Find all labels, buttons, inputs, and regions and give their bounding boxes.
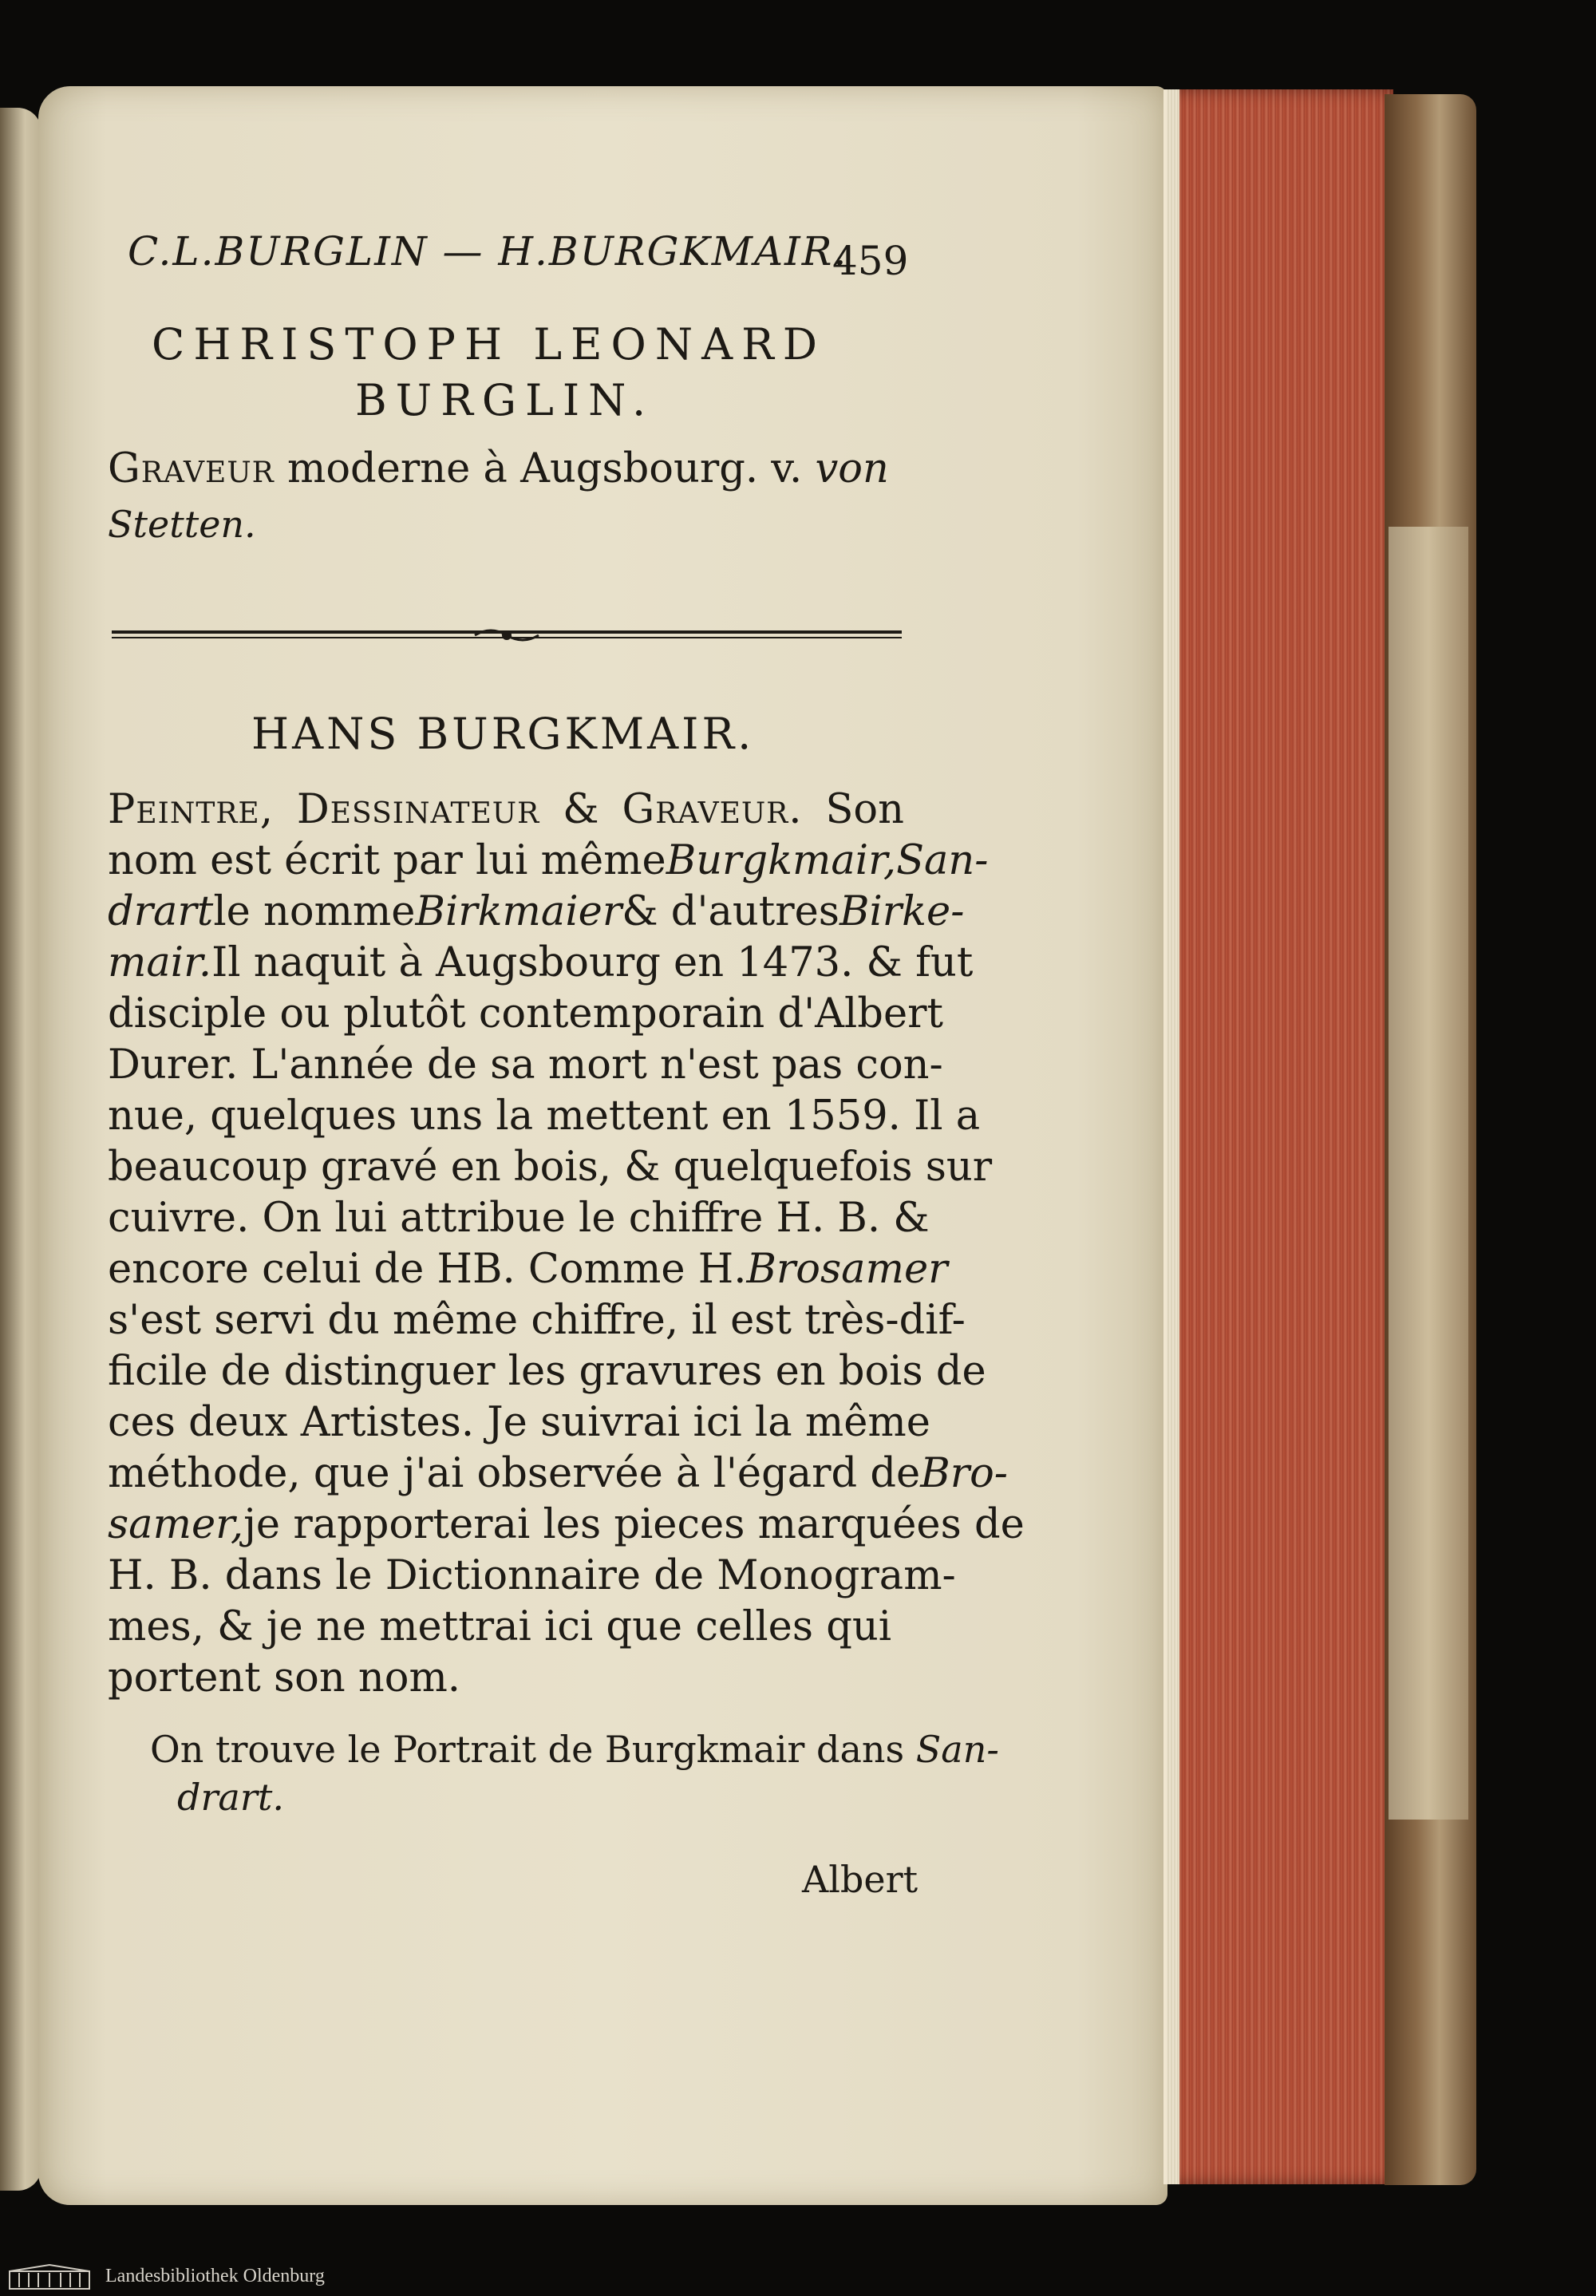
entry-title-line-2: BURGLIN. <box>355 375 655 425</box>
word: Peintre, <box>108 786 274 833</box>
text-segment: méthode, que j'ai observée à l'égard de <box>108 1450 921 1497</box>
text-line <box>108 939 974 986</box>
word: Dessinateur <box>296 786 540 833</box>
italic-segment: San- <box>896 837 989 884</box>
italic-segment: Brosamer <box>746 1246 948 1293</box>
note-text: On trouve le Portrait de Burgkmair dans <box>150 1728 916 1771</box>
library-building-icon <box>8 2263 91 2290</box>
text-line: ces deux Artistes. Je suivrai ici la même <box>108 1399 930 1446</box>
italic-segment: mair. <box>108 939 212 986</box>
entry1-text-line-1 <box>108 445 889 492</box>
text-line: s'est servi du même chiffre, il est très-dif- <box>108 1297 966 1344</box>
italic-segment: Birke- <box>839 888 965 935</box>
text-line: H. B. dans le Dictionnaire de Monogram- <box>108 1552 956 1599</box>
note-italic: San- <box>915 1728 999 1771</box>
page-edge-strip <box>1167 89 1179 2184</box>
text-segment: & d'autres <box>622 888 839 935</box>
italic-segment: samer, <box>108 1501 244 1548</box>
text-line: beaucoup gravé en bois, & quelquefois sur <box>108 1144 993 1191</box>
text-line <box>108 837 989 884</box>
catchword: Albert <box>802 1858 918 1901</box>
text-line: mes, & je ne mettrai ici que celles qui <box>108 1603 892 1650</box>
text-line <box>108 888 965 935</box>
page-number: 459 <box>832 238 909 284</box>
entry1-line1-italic: von <box>815 445 889 492</box>
text-line <box>108 786 904 833</box>
text-line: cuivre. On lui attribue le chiffre H. B. & <box>108 1195 930 1242</box>
text-line: nue, quelques uns la mettent en 1559. Il a <box>108 1093 981 1140</box>
text-line <box>108 1246 948 1293</box>
text-line <box>108 1450 1009 1497</box>
facing-page-edge <box>0 108 41 2191</box>
text-line: ficile de distinguer les gravures en bois de <box>108 1348 986 1395</box>
note-line-2: drart. <box>177 1776 284 1819</box>
text-segment: je rapporterai les pieces marquées de <box>243 1501 1025 1548</box>
word: Son <box>825 786 904 833</box>
text-line: Durer. L'année de sa mort n'est pas con- <box>108 1041 943 1089</box>
text-segment: nom est écrit par lui même <box>108 837 666 884</box>
italic-segment: Birkmaier <box>415 888 622 935</box>
text-line: disciple ou plutôt contemporain d'Albert <box>108 990 943 1037</box>
text-segment: Il naquit à Augsbourg en 1473. & fut <box>211 939 974 986</box>
text-segment: le nomme <box>213 888 416 935</box>
italic-segment: drart <box>108 888 214 935</box>
library-name: Landesbibliothek Oldenburg <box>105 2266 325 2286</box>
ornamental-rule <box>112 628 902 642</box>
section-title: HANS BURGKMAIR. <box>251 709 755 759</box>
text-segment: encore celui de HB. Comme H. <box>108 1246 747 1293</box>
cover-spine-label <box>1389 527 1468 1820</box>
page-block-red-edges <box>1163 89 1393 2184</box>
entry1-line1-text: moderne à Augsbourg. v. <box>274 445 816 492</box>
entry1-text-line-2: Stetten. <box>108 503 256 546</box>
word: Graveur. <box>622 786 803 833</box>
italic-segment: Burgkmair, <box>666 837 897 884</box>
running-head: C.L.BURGLIN — H.BURGKMAIR. <box>128 228 848 275</box>
entry-title-line-1: CHRISTOPH LEONARD <box>152 319 827 369</box>
text-line: portent son nom. <box>108 1654 461 1701</box>
occupation-smallcaps: Graveur <box>108 445 275 492</box>
word: & <box>563 786 599 833</box>
italic-segment: Bro- <box>920 1450 1009 1497</box>
note-line-1 <box>150 1728 999 1771</box>
text-line <box>108 1501 1025 1548</box>
